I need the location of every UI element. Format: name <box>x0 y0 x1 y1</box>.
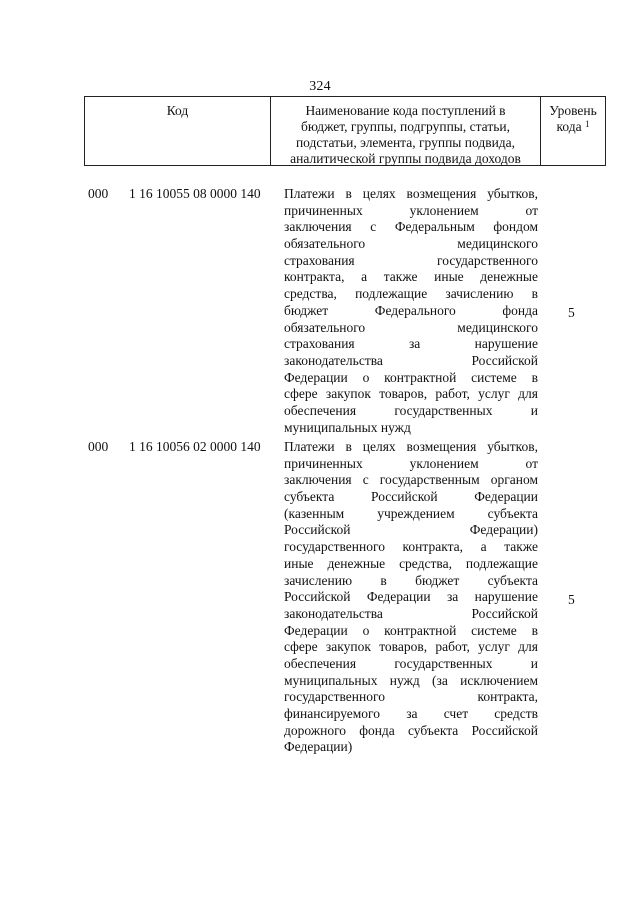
description-line: причиненных уклонением от <box>284 455 538 471</box>
kbk-code: 1 16 10056 02 0000 140 <box>129 439 261 454</box>
description-line: иные денежные средства, подлежащие <box>284 555 538 571</box>
description-line: бюджет Федерального фонда <box>284 302 538 318</box>
description-line: обеспечения государственных и <box>284 402 538 418</box>
footnote-marker: 1 <box>584 119 590 129</box>
header-name <box>271 97 541 165</box>
description-line: заключения с Федеральным фондом <box>284 219 538 235</box>
admin-code: 000 <box>88 186 109 201</box>
description-line: Федерации о контрактной системе в <box>284 369 538 385</box>
description-line: Платежи в целях возмещения убытков, <box>284 439 538 454</box>
header-code: Код <box>85 97 271 165</box>
code-level: 5 <box>568 592 575 607</box>
description-line: страхования государственного <box>284 252 538 268</box>
description-line: страхования за нарушение <box>284 336 538 352</box>
description-line: муниципальных нужд (за исключением <box>284 672 538 688</box>
description-line: государственного контракта, <box>284 689 538 705</box>
row-description <box>284 186 538 436</box>
header-level-line2: кода <box>556 119 582 134</box>
description-line: государственного контракта, а также <box>284 539 538 555</box>
admin-code: 000 <box>88 439 109 454</box>
description-line: Российской Федерации за нарушение <box>284 589 538 605</box>
header-name-line: аналитической группы подвида доходов <box>290 151 521 166</box>
description-line: муниципальных нужд <box>284 419 411 435</box>
description-line: Российской Федерации) <box>284 522 538 538</box>
header-name-line: Наименование кода поступлений в <box>305 103 506 118</box>
description-line: субъекта Российской Федерации <box>284 489 538 505</box>
description-line: причиненных уклонением от <box>284 202 538 218</box>
description-line: законодательства Российской <box>284 605 538 621</box>
description-line: средства, подлежащие зачислению в <box>284 286 538 302</box>
page-number: 324 <box>309 79 331 94</box>
description-line: обязательного медицинского <box>284 319 538 335</box>
description-line: финансируемого за счет средств <box>284 706 538 721</box>
description-line: (казенным учреждением субъекта <box>284 505 538 521</box>
header-level-line1: Уровень <box>549 103 597 118</box>
description-line: дорожного фонда субъекта Российской <box>284 722 538 738</box>
description-line: обеспечения государственных и <box>284 655 538 671</box>
description-line: контракта, а также иные денежные <box>284 269 538 285</box>
description-line: Федерации о контрактной системе в <box>284 622 538 638</box>
description-line: Платежи в целях возмещения убытков, <box>284 186 538 201</box>
description-line: законодательства Российской <box>284 352 538 368</box>
description-line: заключения с государственным органом <box>284 472 538 488</box>
description-line: обязательного медицинского <box>284 236 538 252</box>
kbk-code: 1 16 10055 08 0000 140 <box>129 186 261 201</box>
table-header <box>84 96 606 166</box>
description-line: зачислению в бюджет субъекта <box>284 572 538 588</box>
header-name-line: бюджет, группы, подгруппы, статьи, <box>301 119 510 134</box>
description-line: Федерации) <box>284 739 353 755</box>
code-level: 5 <box>568 305 575 320</box>
description-line: сфере закупок товаров, работ, услуг для <box>284 386 538 402</box>
description-line: сфере закупок товаров, работ, услуг для <box>284 639 538 655</box>
header-name-line: подстатьи, элемента, группы подвида, <box>295 135 516 150</box>
header-level <box>541 97 605 165</box>
row-description <box>284 439 538 756</box>
